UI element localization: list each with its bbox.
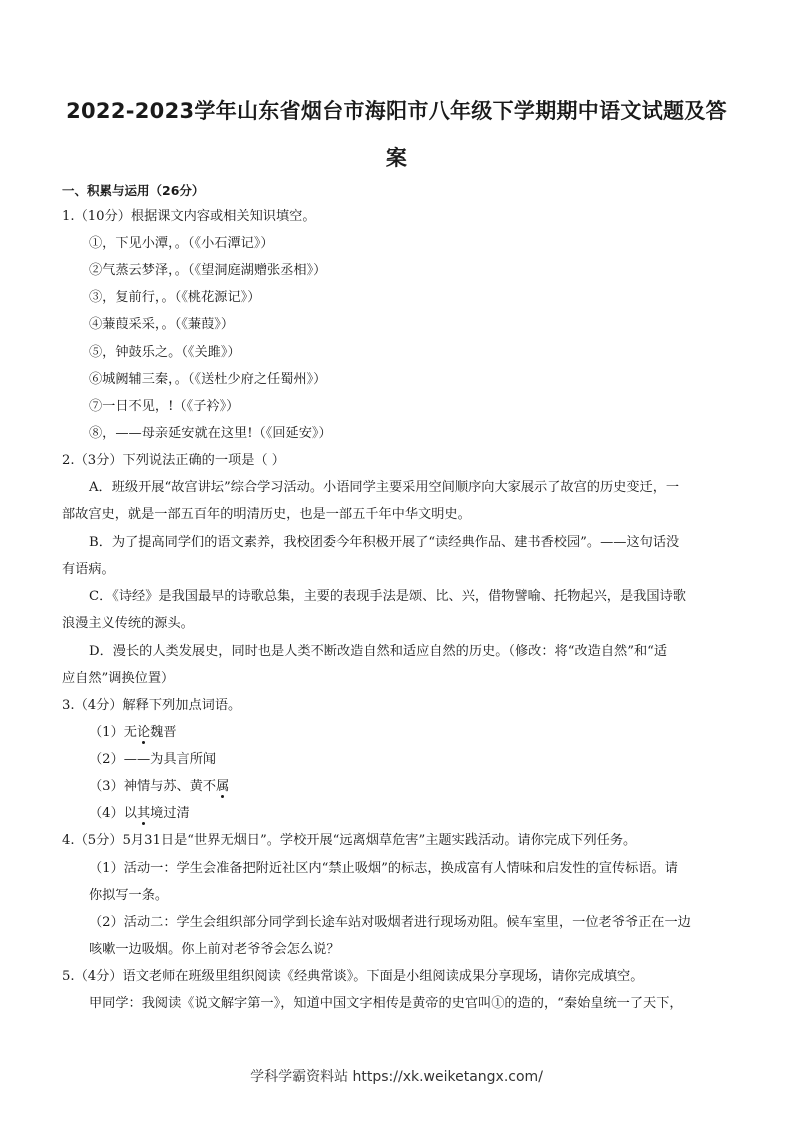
question-1-item: ②气蒸云梦泽，。（《望洞庭湖赠张丞相》）	[89, 263, 327, 278]
question-1-item: ⑥城阙辅三秦，。（《送杜少府之任蜀州》）	[89, 372, 327, 387]
question-5-paragraph: 甲同学：我阅读《说文解字第一》，知道中国文字相传是黄帝的史官叫①的造的，“秦始皇统一了天下，	[89, 996, 683, 1011]
question-1-item: ⑤，钟鼓乐之。（《关雎》）	[89, 345, 241, 360]
question-2-option-a: A．班级开展“故宫讲坛”综合学习活动。小语同学主要采用空间顺序向大家展示了故宫的历史变迁，一	[89, 480, 680, 495]
question-4-task-2-cont: 咳嗽一边吸烟。你上前对老爷爷会怎么说？	[89, 942, 340, 957]
emphasis-dotted-word: 论	[136, 725, 151, 740]
question-1-item: ⑧，——母亲延安就在这里!（《回延安》）	[89, 426, 332, 441]
question-2-option-b-cont: 有语病。	[62, 562, 115, 577]
question-1-stem: 1.（10分）根据课文内容或相关知识填空。	[62, 209, 316, 224]
question-3-item-4: （4）以其境过清	[89, 806, 190, 821]
question-3-item-3: （3）神情与苏、黄不属	[89, 779, 230, 794]
question-4-task-1: （1）活动一：学生会准备把附近社区内“禁止吸烟”的标志，换成富有人情味和启发性的宣传标语。请	[89, 861, 678, 876]
question-3-item-1: （1）无论魏晋	[89, 725, 177, 740]
question-4-stem: 4.（5分）5月31日是“世界无烟日”。学校开展“远离烟草危害”主题实践活动。请你完成下列任务。	[62, 833, 637, 848]
question-1-item: ③，复前行，。（《桃花源记》）	[89, 290, 261, 305]
question-5-stem: 5.（4分）语文老师在班级里组织阅读《经典常谈》。下面是小组阅读成果分享现场，请你完成填空。	[62, 969, 644, 984]
question-2-option-a-cont: 部故宫史，就是一部五百年的明清历史，也是一部五千年中华文明史。	[62, 507, 471, 522]
question-1-item: ①，下见小潭，。（《小石潭记》）	[89, 236, 274, 251]
question-1-item: ⑦一日不见，!（《子衿》）	[89, 399, 240, 414]
question-2-option-c: C．《诗经》是我国最早的诗歌总集，主要的表现手法是颂、比、兴，借物譬喻、托物起兴，是我国诗歌	[89, 589, 686, 604]
document-title-continued: 案	[385, 146, 408, 170]
question-2-option-d: D．漫长的人类发展史，同时也是人类不断改造自然和适应自然的历史。（修改：将“改造自然”和“适	[89, 644, 668, 659]
footer-watermark: 学科学霸资料站 https://xk.weiketangx.com/	[250, 1069, 543, 1085]
document-title: 2022-2023学年山东省烟台市海阳市八年级下学期期中语文试题及答	[66, 99, 727, 123]
section-heading: 一、积累与运用（26分）	[62, 183, 205, 198]
question-3-item-2: （2）——为具言所闻	[89, 752, 217, 767]
question-4-task-2: （2）活动二：学生会组织部分同学到长途车站对吸烟者进行现场劝阻。候车室里，一位老爷爷正在一边	[89, 915, 691, 930]
question-2-stem: 2.（3分）下列说法正确的一项是（ ）	[62, 453, 285, 468]
question-1-item: ④蒹葭采采，。（《蒹葭》）	[89, 317, 235, 332]
question-4-task-1-cont: 你拟写一条。	[89, 888, 169, 903]
question-3-stem: 3.（4分）解释下列加点词语。	[62, 698, 242, 713]
question-2-option-b: B．为了提高同学们的语文素养，我校团委今年积极开展了“读经典作品、建书香校园”。——这句话没	[89, 535, 680, 550]
emphasis-dotted-word: 其	[136, 806, 151, 821]
question-2-option-d-cont: 应自然”调换位置）	[62, 671, 175, 686]
question-2-option-c-cont: 浪漫主义传统的源头。	[62, 616, 194, 631]
emphasis-dotted-word: 属	[216, 779, 230, 794]
